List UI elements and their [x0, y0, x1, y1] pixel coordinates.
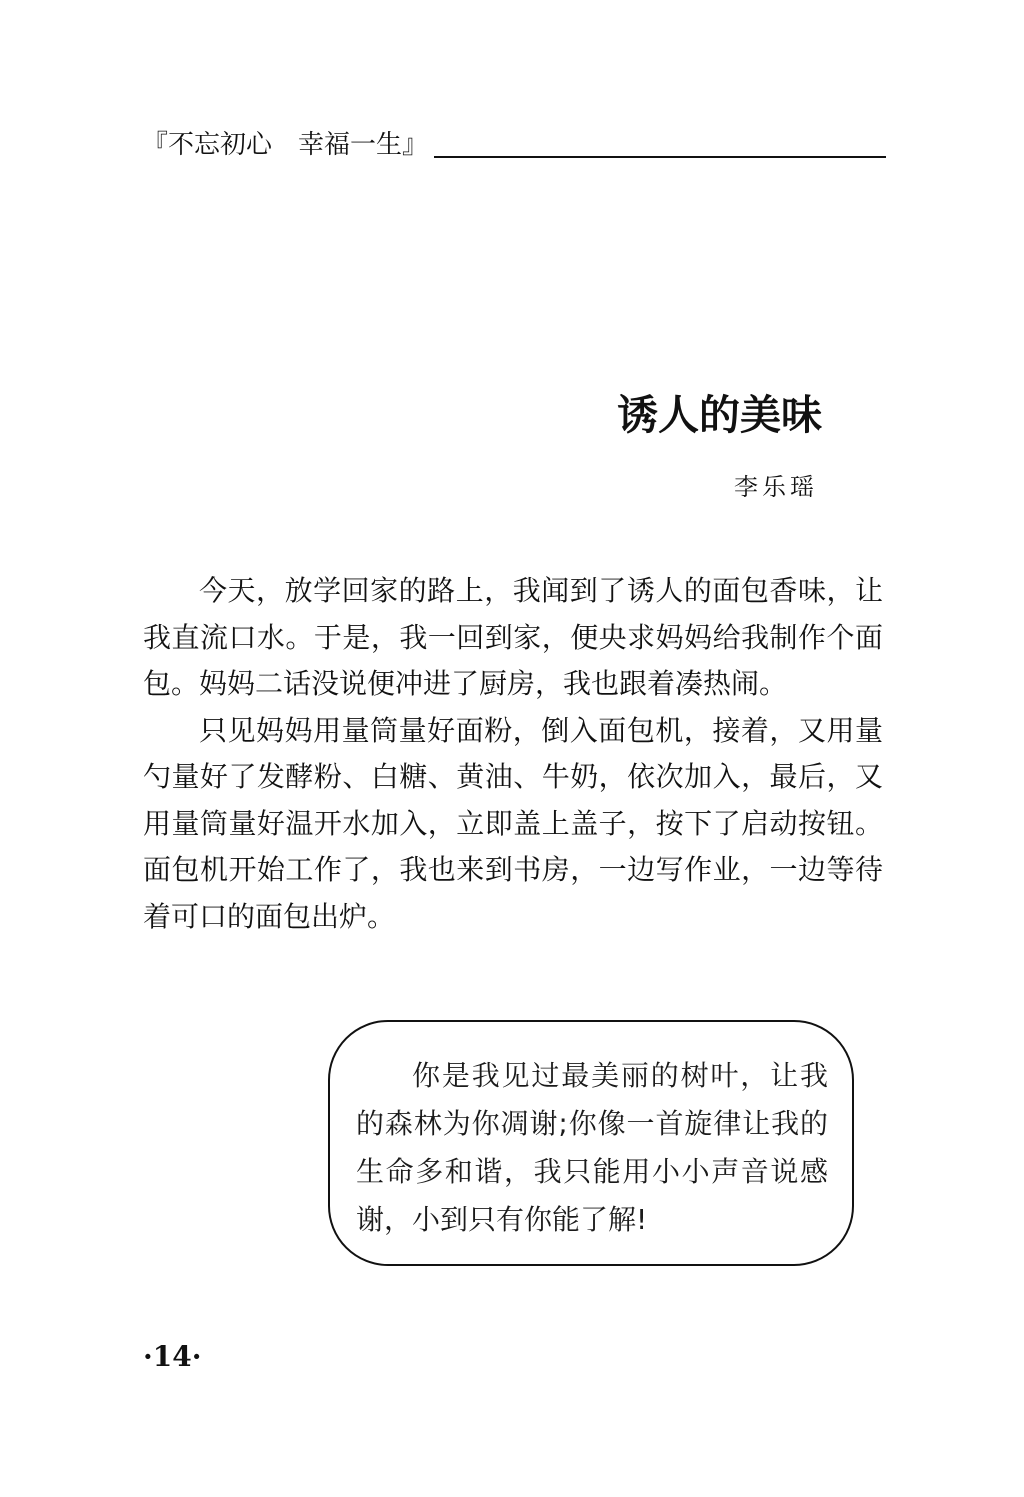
paragraph: 今天，放学回家的路上，我闻到了诱人的面包香味，让我直流口水。于是，我一回到家，便央求妈妈给我制作个面包。妈妈二话没说便冲进了厨房，我也跟着凑热闹。 — [143, 574, 883, 700]
article-body — [143, 568, 883, 940]
quote-text: 你是我见过最美丽的树叶，让我的森林为你凋谢;你像一首旋律让我的生命多和谐，我只能用小小声音说感谢，小到只有你能了解! — [356, 1059, 828, 1236]
running-header-title: 『不忘初心 幸福一生』 — [142, 130, 429, 160]
article-author: 李乐瑶 — [734, 473, 818, 501]
article-title: 诱人的美味 — [617, 391, 822, 439]
header-rule — [434, 156, 886, 158]
page-number: ·14· — [143, 1340, 202, 1373]
quote-box — [328, 1020, 854, 1266]
paragraph: 只见妈妈用量筒量好面粉，倒入面包机，接着，又用量勺量好了发酵粉、白糖、黄油、牛奶，依次加入，最后，又用量筒量好温开水加入，立即盖上盖子，按下了启动按钮。面包机开始工作了，我也来到书房，一边写作业，一边等待着可口的面包出炉。 — [143, 713, 883, 933]
running-header — [142, 128, 886, 160]
